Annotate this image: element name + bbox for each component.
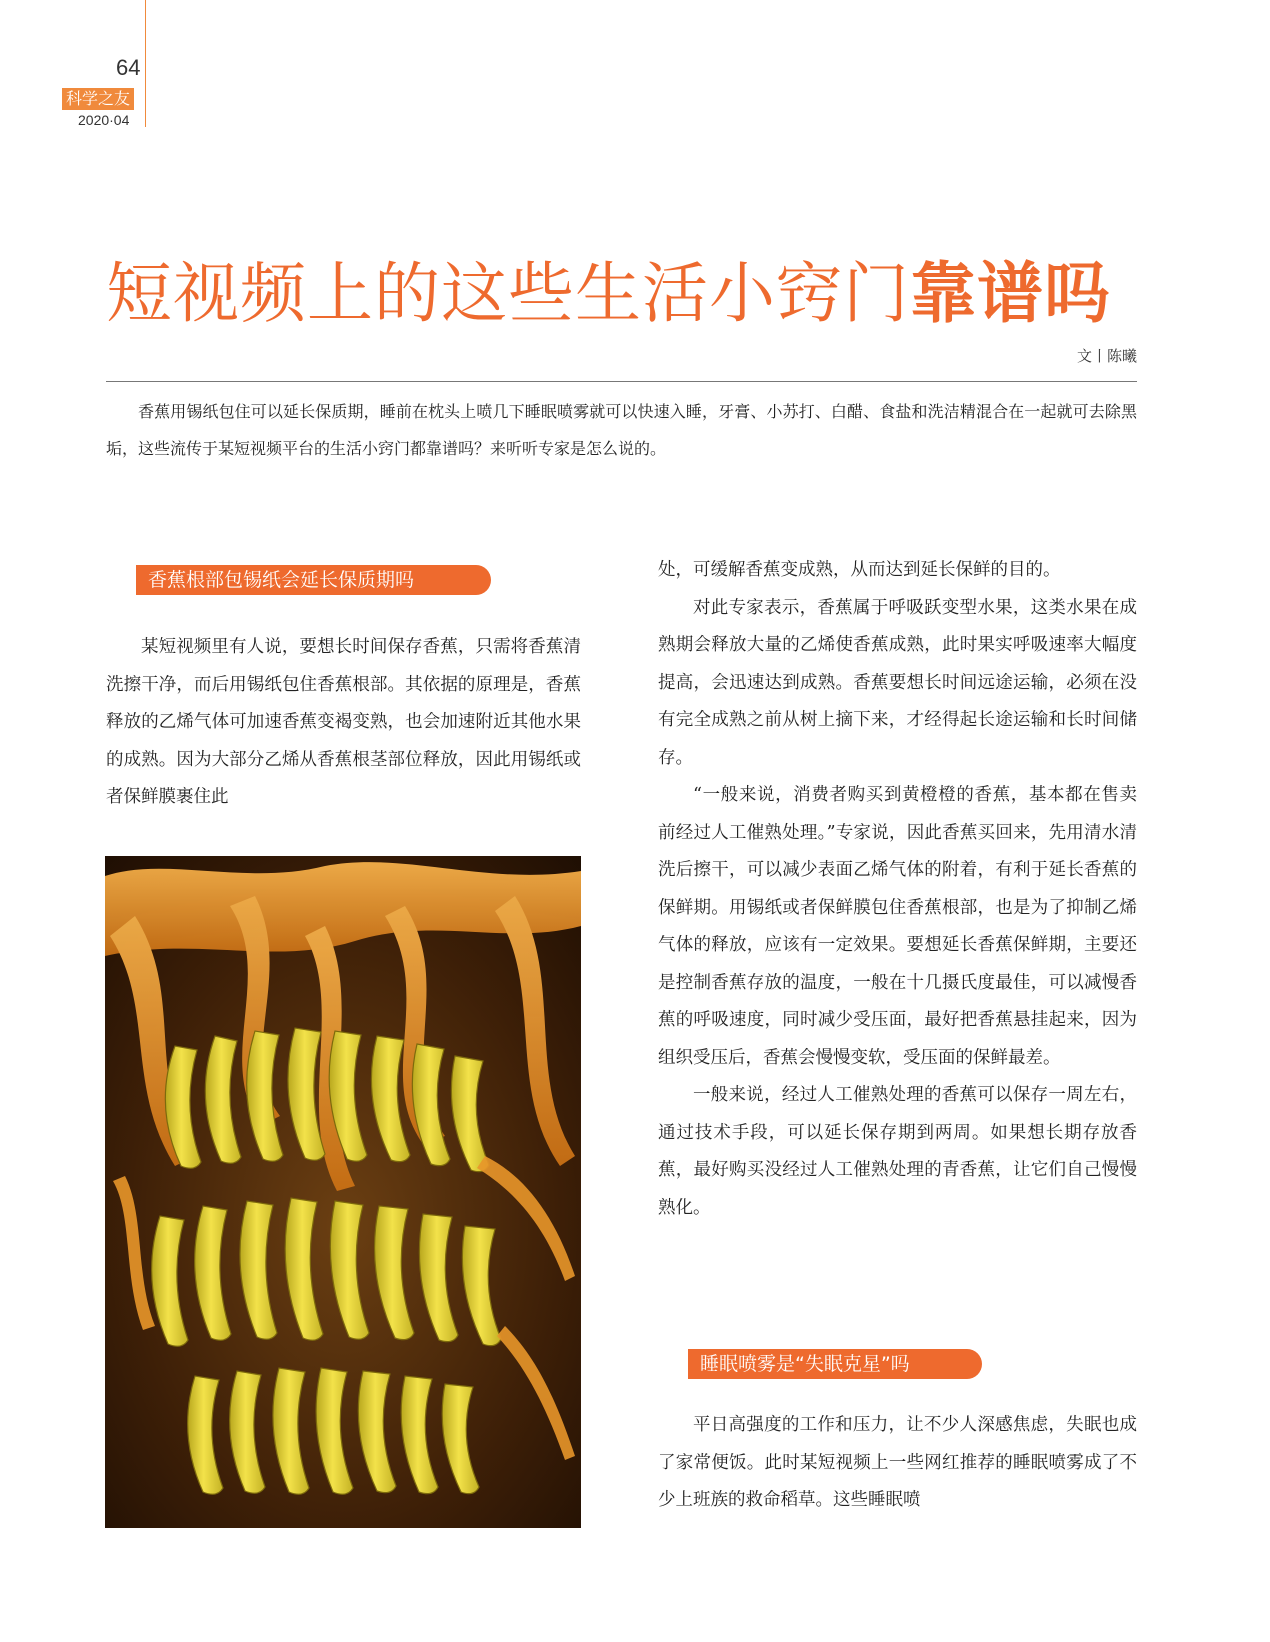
banana-photo xyxy=(105,856,581,1528)
body-paragraph: 平日高强度的工作和压力，让不少人深感焦虑，失眠也成了家常便饭。此时某短视频上一些网红推荐的睡眠喷雾成了不少上班族的救命稻草。这些睡眠喷 xyxy=(658,1415,1137,1510)
title-main: 短视频上的这些生活小窍门 xyxy=(106,255,910,332)
issue-date: 2020·04 xyxy=(78,112,130,128)
body-paragraph: 某短视频里有人说，要想长时间保存香蕉，只需将香蕉清洗擦干净，而后用锡纸包住香蕉根部。其依据的原理是，香蕉释放的乙烯气体可加速香蕉变褐变熟，也会加速附近其他水果的成熟。因为大部分乙烯从香蕉根茎部位释放，因此用锡纸或者保鲜膜裹住此 xyxy=(106,637,581,807)
body-paragraph-continued: 处，可缓解香蕉变成熟，从而达到延长保鲜的目的。 xyxy=(658,560,1061,580)
body-paragraph: 一般来说，经过人工催熟处理的香蕉可以保存一周左右，通过技术手段，可以延长保存期到两周。如果想长期存放香蕉，最好购买没经过人工催熟处理的青香蕉，让它们自己慢慢熟化。 xyxy=(658,1085,1137,1218)
left-column xyxy=(106,629,581,817)
article-title xyxy=(106,254,1111,334)
header-divider xyxy=(145,0,146,127)
body-paragraph: 对此专家表示，香蕉属于呼吸跃变型水果，这类水果在成熟期会释放大量的乙烯使香蕉成熟，此时果实呼吸速率大幅度提高，会迅速达到成熟。香蕉要想长时间远途运输，必须在没有完全成熟之前从树上摘下来，才经得起长途运输和长时间储存。 xyxy=(658,597,1137,768)
right-column-lower xyxy=(658,1407,1137,1520)
page-number: 64 xyxy=(116,55,141,80)
lead-paragraph: 香蕉用锡纸包住可以延长保质期，睡前在枕头上喷几下睡眠喷雾就可以快速入睡，牙膏、小苏打、白醋、食盐和洗洁精混合在一起就可去除黑垢，这些流传于某短视频平台的生活小窍门都靠谱吗？来听听专家是怎么说的。 xyxy=(106,402,1137,458)
magazine-name: 科学之友 xyxy=(62,88,134,110)
title-divider xyxy=(106,381,1137,382)
section-heading-sleep-spray: 睡眠喷雾是“失眠克星”吗 xyxy=(688,1349,982,1379)
right-column xyxy=(658,552,1137,1227)
byline: 文丨陈曦 xyxy=(1076,347,1137,365)
section-heading-banana: 香蕉根部包锡纸会延长保质期吗 xyxy=(136,565,491,595)
body-paragraph: “一般来说，消费者购买到黄橙橙的香蕉，基本都在售卖前经过人工催熟处理。”专家说，因此香蕉买回来，先用清水清洗后擦干，可以减少表面乙烯气体的附着，有利于延长香蕉的保鲜期。用锡纸或者保鲜膜包住香蕉根部，也是为了抑制乙烯气体的释放，应该有一定效果。要想延长香蕉保鲜期，主要还是控制香蕉存放的温度，一般在十几摄氏度最佳，可以减慢香蕉的呼吸速度，同时减少受压面，最好把香蕉悬挂起来，因为组织受压后，香蕉会慢慢变软，受压面的保鲜最差。 xyxy=(658,785,1137,1068)
title-emphasis: 靠谱吗 xyxy=(910,255,1111,332)
